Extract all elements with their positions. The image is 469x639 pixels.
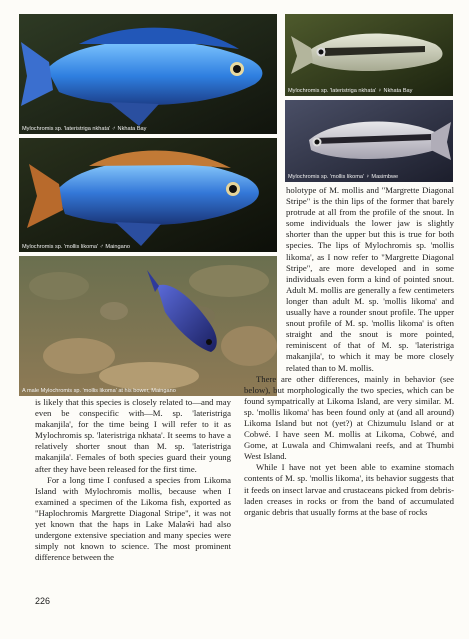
photo-caption: Mylochromis sp. 'lateristriga nkhata' ♂ Nkhata Bay xyxy=(22,126,147,132)
paragraph: While I have not yet been able to examine stomach contents of M. sp. 'mollis likoma', its behavior suggests that it feeds on insect larvae and crustaceans picked from debris-laden creases in rocks or from the band of accumulated organic debris that usually forms at the base of rocks xyxy=(244,462,454,517)
photo-caption: Mylochromis sp. 'mollis likoma' ♀ Masimbwe xyxy=(288,174,399,180)
photo-mollis-likoma-male xyxy=(19,138,277,252)
photo-caption: A male Mylochromis sp. 'mollis likoma' at his bower, Maingano xyxy=(22,388,176,394)
paragraph: For a long time I confused a species from Likoma Island with Mylochromis mollis, because when I examined a specimen of the Likoma fish, exported as "Haplochromis Margrette Diagonal Stripe", it was not yet known that the haps in Lake Malaŵi had also undergone extensive speciation and many species were simply not known to science. The most prominent difference between the xyxy=(35,474,231,563)
paragraph: holotype of M. mollis and "Margrette Diagonal Stripe" is the thin lips of the former that barely protrude at all from the profile of the snout. In some individuals the lower jaw is slightly shorter than the upper but this is true for both species. The lips of Mylochromis sp. 'mollis likoma', as I now refer to "Margrette Diagonal Stripe", are more developed and in some individuals even form a kind of pointed snout. Adult M. mollis are generally a few centimeters longer than adult M. sp. 'mollis likoma' and usually have a rounder snout profile. The upper snout profile of M. sp. 'mollis likoma' is often straight and the snout is more pointed, reminiscent of that of M. sp. 'lateristriga makanjila', to which it may be more closely related than to M. mollis. xyxy=(286,185,454,373)
photo-lateristriga-nkhata-male xyxy=(19,14,277,134)
fish-image xyxy=(19,138,277,252)
photo-mollis-likoma-female xyxy=(285,100,453,182)
photo-mollis-likoma-bower xyxy=(19,256,277,396)
fish-image xyxy=(285,14,453,96)
page-number: 226 xyxy=(35,596,51,606)
photo-lateristriga-nkhata-female xyxy=(285,14,453,96)
photo-caption: Mylochromis sp. 'lateristriga nkhata' ♀ Nkhata Bay xyxy=(288,88,413,94)
left-text-column xyxy=(35,397,231,563)
right-text-column xyxy=(244,185,454,518)
fish-image xyxy=(285,100,453,182)
photo-caption: Mylochromis sp. 'mollis likoma' ♂ Maingano xyxy=(22,244,130,250)
fish-image xyxy=(19,14,277,134)
paragraph: There are other differences, mainly in behavior (see below), but morphologically the two species, which can be found sympatrically at Likoma Island, are very similar. M. sp. 'mollis likoma' has been found only at (and all around) Likoma Island but not (yet?) at Chizumulu Island or at Cobwé. I have seen M. mollis at Likoma, Cobwé, and Gome, at Luwala and Chimwalani reefs, and at Thumbi West Island. xyxy=(244,373,454,462)
paragraph: is likely that this species is closely related to—and may even be conspecific with—M. sp. 'lateristriga makanjila', for the time being I will refer to it as Mylochromis sp. 'lateristriga nkhata'. It seems to have a relatively shorter snout than M. sp. 'lateristriga makanjila'. Females of both species guard their young after they have been released for the first time. xyxy=(35,397,231,474)
bower-image xyxy=(19,256,277,396)
